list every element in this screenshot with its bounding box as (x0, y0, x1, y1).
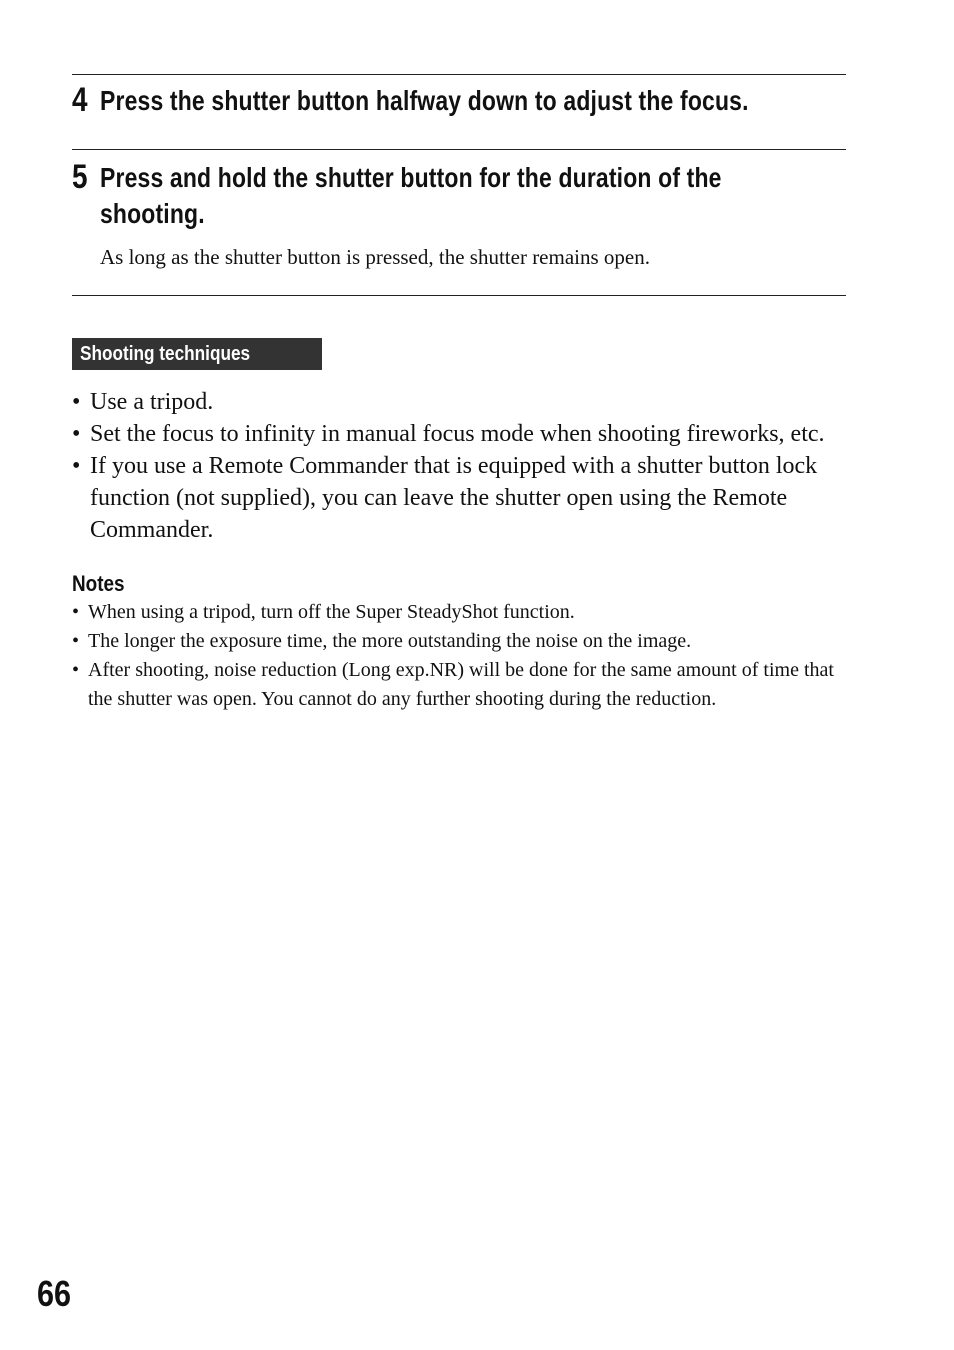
list-item (72, 386, 846, 418)
bullet: • (72, 630, 80, 652)
shooting-techniques-label (72, 338, 322, 370)
step-5 (72, 150, 846, 271)
list-item (72, 450, 846, 546)
notes-heading: Notes (72, 571, 125, 596)
shooting-techniques-list (72, 386, 846, 546)
bullet: • (72, 421, 81, 447)
list-item (72, 656, 846, 714)
note-text: After shooting, noise reduction (Long exp.NR) will be done for the same amount of time that the shutter was open. You cannot do any further shooting during the reduction. (88, 659, 834, 710)
list-item-text: Use a tripod. (90, 389, 214, 415)
note-text: The longer the exposure time, the more outstanding the noise on the image. (88, 630, 692, 652)
bullet: • (72, 659, 80, 681)
list-item (72, 627, 846, 656)
bullet: • (72, 389, 81, 415)
shooting-techniques-label-text: Shooting techniques (80, 343, 251, 365)
note-text: When using a tripod, turn off the Super SteadyShot function. (88, 601, 575, 623)
list-item-text: If you use a Remote Commander that is equipped with a shutter button lock function (not supplied), you can leave the shutter open using the Remote Commander. (90, 453, 818, 543)
step-4-title: Press the shutter button halfway down to adjust the focus. (100, 85, 749, 116)
step-5-number: 5 (72, 158, 88, 196)
bullet: • (72, 453, 81, 479)
step-4 (72, 75, 846, 149)
page-number: 66 (37, 1273, 72, 1314)
bullet: • (72, 601, 80, 623)
list-item-text: Set the focus to infinity in manual focus mode when shooting fireworks, etc. (90, 421, 825, 447)
steps-bottom-rule (72, 295, 846, 296)
notes-list (72, 598, 846, 714)
step-5-body: As long as the shutter button is pressed, the shutter remains open. (100, 245, 650, 269)
manual-page-content (72, 74, 846, 714)
list-item (72, 598, 846, 627)
step-4-number: 4 (72, 81, 88, 119)
list-item (72, 418, 846, 450)
step-5-title: Press and hold the shutter button for the duration of the shooting. (100, 162, 722, 229)
